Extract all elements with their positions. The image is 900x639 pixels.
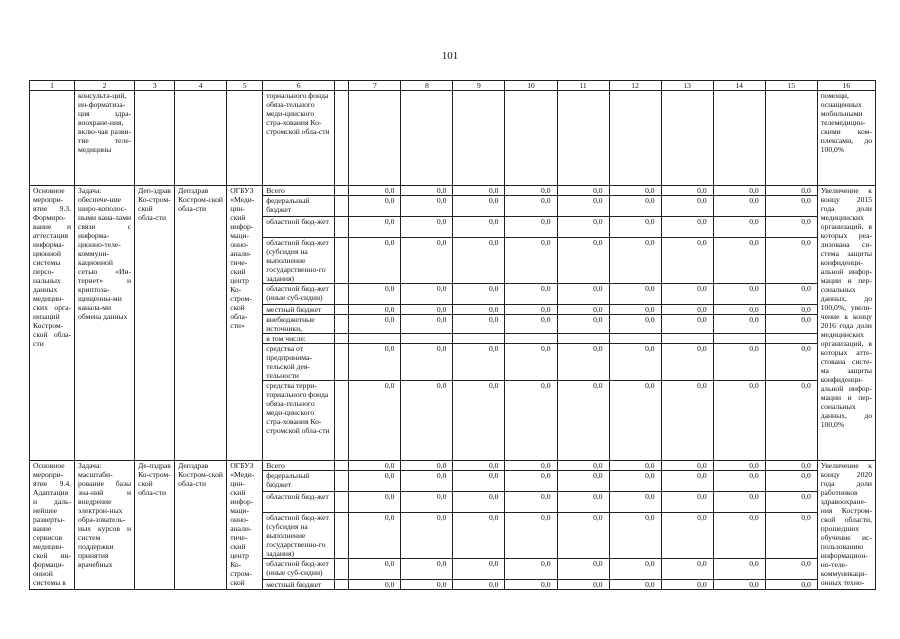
cont-empty-cell bbox=[765, 91, 817, 186]
funding-source: областной бюд-жет (субсидия на выполнение государственно-го задания) bbox=[263, 238, 335, 284]
value-cell: 0,0 bbox=[453, 513, 505, 559]
cont-col4 bbox=[175, 91, 227, 186]
cont-empty-cell bbox=[453, 91, 505, 186]
value-cell: 0,0 bbox=[453, 186, 505, 196]
value-cell: 0,0 bbox=[557, 381, 609, 461]
spacer-cell bbox=[335, 238, 349, 284]
budget-table bbox=[29, 80, 876, 590]
value-cell: 0,0 bbox=[401, 217, 453, 238]
table-row bbox=[30, 186, 876, 196]
funding-source: областной бюд-жет (иные суб-сидии) bbox=[263, 284, 335, 305]
header-cell: 15 bbox=[765, 81, 817, 91]
value-cell: 0,0 bbox=[661, 186, 713, 196]
value-cell: 0,0 bbox=[453, 344, 505, 381]
value-cell: 0,0 bbox=[557, 217, 609, 238]
spacer-cell bbox=[335, 580, 349, 590]
value-cell: 0,0 bbox=[609, 305, 661, 315]
cont-task: консульта-ций, ин-форматиза-ция здра-воохране-ния, вклю-чая разви-тие теле-медицины bbox=[75, 91, 135, 186]
value-cell: 0,0 bbox=[661, 513, 713, 559]
value-cell: 0,0 bbox=[505, 461, 557, 471]
value-cell: 0,0 bbox=[453, 315, 505, 334]
value-cell: 0,0 bbox=[349, 559, 401, 580]
value-cell: 0,0 bbox=[661, 284, 713, 305]
value-cell: 0,0 bbox=[661, 381, 713, 461]
value-cell: 0,0 bbox=[505, 344, 557, 381]
value-cell: 0,0 bbox=[765, 196, 817, 217]
value-cell: 0,0 bbox=[557, 461, 609, 471]
value-cell: 0,0 bbox=[557, 305, 609, 315]
value-cell: 0,0 bbox=[765, 238, 817, 284]
cont-empty-cell bbox=[609, 91, 661, 186]
value-cell: 0,0 bbox=[765, 559, 817, 580]
value-cell bbox=[557, 334, 609, 344]
value-cell: 0,0 bbox=[609, 238, 661, 284]
value-cell: 0,0 bbox=[661, 461, 713, 471]
value-cell: 0,0 bbox=[505, 580, 557, 590]
value-cell: 0,0 bbox=[349, 315, 401, 334]
value-cell: 0,0 bbox=[661, 217, 713, 238]
value-cell: 0,0 bbox=[349, 186, 401, 196]
value-cell: 0,0 bbox=[765, 186, 817, 196]
value-cell bbox=[453, 334, 505, 344]
spacer-cell bbox=[335, 186, 349, 196]
spacer-cell bbox=[335, 334, 349, 344]
value-cell: 0,0 bbox=[349, 344, 401, 381]
cont-empty-cell bbox=[713, 91, 765, 186]
value-cell: 0,0 bbox=[713, 238, 765, 284]
spacer-cell bbox=[335, 217, 349, 238]
value-cell: 0,0 bbox=[765, 471, 817, 492]
value-cell: 0,0 bbox=[453, 284, 505, 305]
value-cell: 0,0 bbox=[401, 580, 453, 590]
value-cell: 0,0 bbox=[557, 513, 609, 559]
value-cell bbox=[765, 334, 817, 344]
spacer-cell bbox=[335, 344, 349, 381]
expected-result: Увеличение к концу 2020 года доли работников здравоохране-ния Костром-ской области, прошедших обучение ис-пользованию информацион-но-теле-коммуникаци-онных техно- bbox=[817, 461, 875, 590]
spacer-cell bbox=[335, 381, 349, 461]
value-cell: 0,0 bbox=[713, 315, 765, 334]
value-cell: 0,0 bbox=[349, 305, 401, 315]
value-cell: 0,0 bbox=[401, 238, 453, 284]
value-cell bbox=[609, 334, 661, 344]
value-cell: 0,0 bbox=[713, 513, 765, 559]
value-cell: 0,0 bbox=[349, 196, 401, 217]
value-cell: 0,0 bbox=[349, 238, 401, 284]
value-cell: 0,0 bbox=[349, 461, 401, 471]
funding-source: местный бюджет bbox=[263, 305, 335, 315]
participant: ОГБУЗ «Меди-цин-ский инфор-маци-онно-анали-тиче-ский центр Ко-стром-ской bbox=[227, 461, 263, 590]
responsible-executor: Де-пздрав Ко-стром-ской обла-сти bbox=[135, 461, 175, 590]
funding-source: Всего bbox=[263, 461, 335, 471]
value-cell: 0,0 bbox=[505, 196, 557, 217]
value-cell: 0,0 bbox=[505, 513, 557, 559]
value-cell: 0,0 bbox=[349, 513, 401, 559]
value-cell: 0,0 bbox=[401, 196, 453, 217]
value-cell: 0,0 bbox=[505, 381, 557, 461]
funding-source: областной бюд-жет bbox=[263, 217, 335, 238]
value-cell: 0,0 bbox=[609, 217, 661, 238]
cont-source: ториального фонда обяза-тельного меди-цинского стра-хования Ко-стромской обла-сти bbox=[263, 91, 335, 186]
header-cell: 16 bbox=[817, 81, 875, 91]
value-cell: 0,0 bbox=[713, 580, 765, 590]
value-cell: 0,0 bbox=[349, 471, 401, 492]
value-cell: 0,0 bbox=[609, 492, 661, 513]
cont-empty-cell bbox=[401, 91, 453, 186]
value-cell: 0,0 bbox=[349, 381, 401, 461]
cont-result: помощи, оснащенных мобильными телемедицин-скими ком-плексами, до 100,0% bbox=[817, 91, 875, 186]
value-cell: 0,0 bbox=[453, 217, 505, 238]
value-cell: 0,0 bbox=[505, 471, 557, 492]
value-cell: 0,0 bbox=[713, 381, 765, 461]
header-cell: 12 bbox=[609, 81, 661, 91]
value-cell: 0,0 bbox=[401, 315, 453, 334]
value-cell: 0,0 bbox=[557, 315, 609, 334]
value-cell: 0,0 bbox=[609, 381, 661, 461]
coexecutor: Депздрав Костром-ской обла-сти bbox=[175, 186, 227, 461]
activity-name: Основное меропри-ятие 9.4. Адаптация и даль-нейшее разверты-вание сервисов медицин-ской ин-формаци-онной системы в bbox=[30, 461, 75, 590]
value-cell: 0,0 bbox=[765, 580, 817, 590]
value-cell: 0,0 bbox=[713, 217, 765, 238]
value-cell: 0,0 bbox=[661, 492, 713, 513]
value-cell: 0,0 bbox=[349, 492, 401, 513]
value-cell: 0,0 bbox=[453, 471, 505, 492]
value-cell: 0,0 bbox=[401, 305, 453, 315]
header-cell: 13 bbox=[661, 81, 713, 91]
funding-source: местный бюджет bbox=[263, 580, 335, 590]
value-cell: 0,0 bbox=[401, 471, 453, 492]
funding-source: областной бюд-жет bbox=[263, 492, 335, 513]
value-cell: 0,0 bbox=[349, 217, 401, 238]
coexecutor: Депздрав Костром-ской обла-сти bbox=[175, 461, 227, 590]
value-cell bbox=[713, 334, 765, 344]
header-cell: 6 bbox=[263, 81, 335, 91]
value-cell: 0,0 bbox=[401, 461, 453, 471]
header-cell: 2 bbox=[75, 81, 135, 91]
spacer-cell bbox=[335, 461, 349, 471]
value-cell: 0,0 bbox=[609, 284, 661, 305]
spacer-cell bbox=[335, 513, 349, 559]
spacer-cell bbox=[335, 315, 349, 334]
cont-empty-cell bbox=[335, 91, 349, 186]
value-cell: 0,0 bbox=[609, 315, 661, 334]
participant: ОГБУЗ «Меди-цин-ский инфор-маци-онно-анали-тиче-ский центр Ко-стром-ской обла-сти» bbox=[227, 186, 263, 461]
value-cell: 0,0 bbox=[453, 461, 505, 471]
value-cell: 0,0 bbox=[661, 305, 713, 315]
value-cell: 0,0 bbox=[453, 381, 505, 461]
value-cell: 0,0 bbox=[661, 315, 713, 334]
value-cell: 0,0 bbox=[557, 186, 609, 196]
value-cell: 0,0 bbox=[505, 217, 557, 238]
header-row bbox=[30, 81, 876, 91]
value-cell: 0,0 bbox=[713, 461, 765, 471]
header-cell: 7 bbox=[349, 81, 401, 91]
value-cell: 0,0 bbox=[609, 461, 661, 471]
task-description: Задача: масштаби-рование базы зна-ний и внедрение электрон-ных обра-зователь-ных курсов и систем поддержки принятия врачебных bbox=[75, 461, 135, 590]
value-cell: 0,0 bbox=[609, 344, 661, 381]
task-description: Задача: обеспече-ние широ-кополос-ными кана-лами связи с информа-ционно-теле-коммуни-кационной сетью «Ин-тернет» и криптоза-щищенны-ми канала-ми обмена данных bbox=[75, 186, 135, 461]
value-cell: 0,0 bbox=[453, 305, 505, 315]
funding-source: Всего bbox=[263, 186, 335, 196]
value-cell: 0,0 bbox=[661, 196, 713, 217]
value-cell: 0,0 bbox=[713, 559, 765, 580]
value-cell bbox=[661, 334, 713, 344]
header-cell: 5 bbox=[227, 81, 263, 91]
value-cell: 0,0 bbox=[557, 471, 609, 492]
spacer-cell bbox=[335, 196, 349, 217]
value-cell: 0,0 bbox=[713, 344, 765, 381]
value-cell: 0,0 bbox=[765, 461, 817, 471]
value-cell: 0,0 bbox=[505, 492, 557, 513]
funding-source: средства от предпринима-тельской дея-тельности bbox=[263, 344, 335, 381]
value-cell: 0,0 bbox=[505, 186, 557, 196]
funding-source: внебюджетные источники, bbox=[263, 315, 335, 334]
value-cell: 0,0 bbox=[401, 284, 453, 305]
value-cell: 0,0 bbox=[609, 580, 661, 590]
cont-col3 bbox=[135, 91, 175, 186]
value-cell: 0,0 bbox=[713, 305, 765, 315]
value-cell: 0,0 bbox=[661, 344, 713, 381]
header-cell: 14 bbox=[713, 81, 765, 91]
cont-empty-cell bbox=[349, 91, 401, 186]
value-cell: 0,0 bbox=[609, 186, 661, 196]
value-cell: 0,0 bbox=[505, 559, 557, 580]
funding-source: областной бюд-жет (субсидия на выполнение государственно-го задания) bbox=[263, 513, 335, 559]
value-cell: 0,0 bbox=[401, 492, 453, 513]
value-cell: 0,0 bbox=[661, 580, 713, 590]
value-cell: 0,0 bbox=[557, 559, 609, 580]
header-cell bbox=[335, 81, 349, 91]
header-cell: 9 bbox=[453, 81, 505, 91]
funding-source: федеральный бюджет bbox=[263, 196, 335, 217]
value-cell: 0,0 bbox=[765, 344, 817, 381]
spacer-cell bbox=[335, 305, 349, 315]
value-cell: 0,0 bbox=[453, 196, 505, 217]
expected-result: Увеличение к концу 2015 года доли медицинских организаций, в которых реа-лизована си-стема защиты конфиденци-альной инфор-мации и пер-сональных данных, до 100,0%, увели-чение к концу 2016 года доли медицинских организаций, в которых атте-стована систе-ма защиты конфиденци-альной инфор-мации и пер-сональных данных, до 100,0% bbox=[817, 186, 875, 461]
value-cell: 0,0 bbox=[401, 344, 453, 381]
value-cell: 0,0 bbox=[765, 315, 817, 334]
header-cell: 3 bbox=[135, 81, 175, 91]
value-cell: 0,0 bbox=[713, 492, 765, 513]
value-cell: 0,0 bbox=[765, 513, 817, 559]
value-cell: 0,0 bbox=[713, 284, 765, 305]
value-cell: 0,0 bbox=[609, 196, 661, 217]
value-cell: 0,0 bbox=[765, 492, 817, 513]
value-cell: 0,0 bbox=[557, 196, 609, 217]
funding-source: средства терри-ториального фонда обяза-тельного меди-цинского стра-хования Ко-стромской обла-сти bbox=[263, 381, 335, 461]
value-cell: 0,0 bbox=[349, 580, 401, 590]
value-cell: 0,0 bbox=[505, 305, 557, 315]
value-cell: 0,0 bbox=[661, 559, 713, 580]
value-cell: 0,0 bbox=[661, 471, 713, 492]
value-cell: 0,0 bbox=[609, 559, 661, 580]
value-cell: 0,0 bbox=[713, 186, 765, 196]
value-cell: 0,0 bbox=[765, 217, 817, 238]
header-cell: 10 bbox=[505, 81, 557, 91]
spacer-cell bbox=[335, 471, 349, 492]
value-cell: 0,0 bbox=[453, 580, 505, 590]
cont-empty-cell bbox=[505, 91, 557, 186]
continuation-row bbox=[30, 91, 876, 186]
value-cell: 0,0 bbox=[713, 196, 765, 217]
header-cell: 11 bbox=[557, 81, 609, 91]
value-cell: 0,0 bbox=[401, 559, 453, 580]
responsible-executor: Деп-здрав Ко-стром-ской обла-сти bbox=[135, 186, 175, 461]
value-cell: 0,0 bbox=[505, 238, 557, 284]
value-cell: 0,0 bbox=[609, 471, 661, 492]
value-cell: 0,0 bbox=[557, 238, 609, 284]
value-cell: 0,0 bbox=[505, 284, 557, 305]
value-cell: 0,0 bbox=[401, 513, 453, 559]
value-cell: 0,0 bbox=[349, 284, 401, 305]
value-cell: 0,0 bbox=[661, 238, 713, 284]
value-cell: 0,0 bbox=[765, 284, 817, 305]
value-cell: 0,0 bbox=[557, 492, 609, 513]
cont-col5 bbox=[227, 91, 263, 186]
value-cell: 0,0 bbox=[453, 559, 505, 580]
cont-empty-cell bbox=[661, 91, 713, 186]
funding-source: федеральный бюджет bbox=[263, 471, 335, 492]
spacer-cell bbox=[335, 559, 349, 580]
header-cell: 8 bbox=[401, 81, 453, 91]
value-cell: 0,0 bbox=[765, 305, 817, 315]
value-cell: 0,0 bbox=[557, 580, 609, 590]
value-cell: 0,0 bbox=[557, 284, 609, 305]
header-cell: 1 bbox=[30, 81, 75, 91]
value-cell: 0,0 bbox=[713, 471, 765, 492]
page-number: 101 bbox=[441, 50, 459, 62]
header-cell: 4 bbox=[175, 81, 227, 91]
funding-source: областной бюд-жет (иные суб-сидии) bbox=[263, 559, 335, 580]
value-cell bbox=[349, 334, 401, 344]
value-cell: 0,0 bbox=[401, 381, 453, 461]
value-cell: 0,0 bbox=[609, 513, 661, 559]
value-cell: 0,0 bbox=[765, 381, 817, 461]
table-row bbox=[30, 461, 876, 471]
cont-empty-cell bbox=[557, 91, 609, 186]
spacer-cell bbox=[335, 284, 349, 305]
value-cell: 0,0 bbox=[505, 315, 557, 334]
value-cell bbox=[505, 334, 557, 344]
funding-source: в том числе: bbox=[263, 334, 335, 344]
value-cell: 0,0 bbox=[453, 492, 505, 513]
spacer-cell bbox=[335, 492, 349, 513]
value-cell: 0,0 bbox=[453, 238, 505, 284]
value-cell: 0,0 bbox=[401, 186, 453, 196]
value-cell: 0,0 bbox=[557, 344, 609, 381]
value-cell bbox=[401, 334, 453, 344]
cont-col1 bbox=[30, 91, 75, 186]
activity-name: Основное меропри-ятие 9.3. Формиро-вание и аттестация информа-ционной системы персо-нальных данных медицин-ских орга-низаций Костром-ской обла-сти bbox=[30, 186, 75, 461]
